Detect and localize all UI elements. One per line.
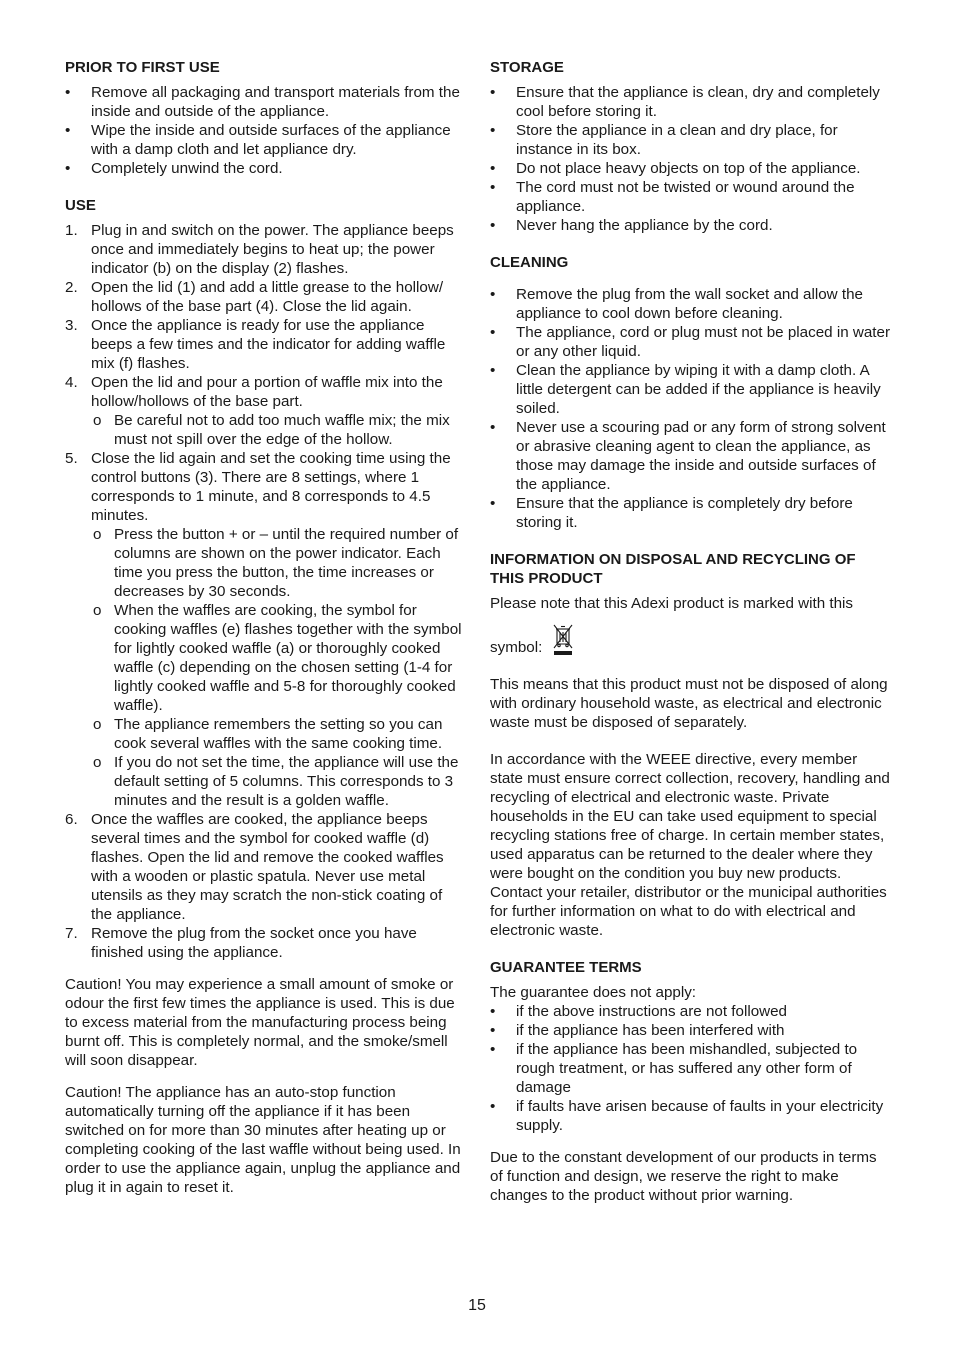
sub-item: o Press the button + or – until the required number of columns are shown on the power indicator. Each time you press the button, the time increases or decreases by 30 seconds. xyxy=(91,525,465,601)
step-number: 2. xyxy=(65,279,78,296)
use-step-6 xyxy=(65,810,465,924)
symbol-label: symbol: xyxy=(490,639,543,656)
sub-item: o If you do not set the time, the appliance will use the default setting of 5 columns. This corresponds to 3 minutes and the result is a golden waffle. xyxy=(91,753,465,810)
list-item: • Never hang the appliance by the cord. xyxy=(490,216,890,235)
storage-list xyxy=(490,83,890,235)
step-text: Remove the plug from the socket once you have finished using the appliance. xyxy=(91,925,417,961)
disposal-symbol-line xyxy=(490,613,890,657)
list-item: • Completely unwind the cord. xyxy=(65,159,465,178)
right-column xyxy=(490,58,890,1205)
use-heading: USE xyxy=(65,197,96,214)
step-text: Open the lid and pour a portion of waffle mix into the hollow/hollows of the base part. xyxy=(91,374,443,410)
use-step-7 xyxy=(65,924,465,962)
cleaning-heading: CLEANING xyxy=(490,254,569,271)
step-number: 5. xyxy=(65,450,78,467)
list-item: • The appliance, cord or plug must not be placed in water or any other liquid. xyxy=(490,323,890,361)
sub-list xyxy=(91,411,465,449)
list-item: • The cord must not be twisted or wound around the appliance. xyxy=(490,178,890,216)
caution-smoke-paragraph: Caution! You may experience a small amount of smoke or odour the first few times the appliance is used. This is due to excess material from the manufacturing process being burnt off. This is completely normal, and the smoke/smell will soon disappear. xyxy=(65,976,455,1069)
list-item: • Ensure that the appliance is completely dry before storing it. xyxy=(490,494,890,532)
storage-heading: STORAGE xyxy=(490,59,564,76)
guarantee-intro: The guarantee does not apply: xyxy=(490,984,697,1001)
step-number: 6. xyxy=(65,811,78,828)
list-item: • Ensure that the appliance is clean, dry and completely cool before storing it. xyxy=(490,83,890,121)
step-text: Plug in and switch on the power. The appliance beeps once and immediately begins to heat up; the power indicator (b) on the display (2) flashes. xyxy=(91,222,454,277)
list-item: • if the appliance has been interfered with xyxy=(490,1021,890,1040)
use-step-1 xyxy=(65,221,465,278)
guarantee-list xyxy=(490,1002,890,1135)
list-item: • Store the appliance in a clean and dry place, for instance in its box. xyxy=(490,121,890,159)
closing-paragraph: Due to the constant development of our products in terms of function and design, we reserve the right to make changes to the product without prior warning. xyxy=(490,1149,877,1204)
step-text: Once the waffles are cooked, the appliance beeps several times and the symbol for cooked waffle (d) flashes. Open the lid and remove the cooked waffles with a wooden or plastic spatula. Never use metal utensils as they may scratch the non-stick coating of the appliance. xyxy=(91,811,444,923)
disposal-paragraph-2: In accordance with the WEEE directive, every member state must ensure correct collection, recovery, handling and recycling of electrical and electronic waste. Private households in the EU can take used equipment to special recycling stations free of charge. In certain member states, used apparatus can be returned to the dealer where they were bought on the condition you buy new products. Contact your retailer, distributor or the municipal authorities for further information on what to do with electrical and electronic waste. xyxy=(490,751,890,939)
step-number: 3. xyxy=(65,317,78,334)
disposal-intro: Please note that this Adexi product is marked with this xyxy=(490,595,854,612)
step-text: Once the appliance is ready for use the appliance beeps a few times and the indicator for adding waffle mix (f) flashes. xyxy=(91,317,446,372)
use-step-2 xyxy=(65,278,465,316)
disposal-paragraph-1: This means that this product must not be disposed of along with ordinary household waste, as electrical and electronic waste must be disposed of separately. xyxy=(490,676,888,731)
sub-list xyxy=(91,525,465,810)
prior-to-first-use-heading: PRIOR TO FIRST USE xyxy=(65,59,220,76)
list-item: • Remove the plug from the wall socket and allow the appliance to cool down before cleaning. xyxy=(490,285,890,323)
sub-item: o When the waffles are cooking, the symbol for cooking waffles (e) flashes together with the symbol for lightly cooked waffle (a) or thoroughly cooked waffle (c) depending on the chosen setting (1-4 for lightly cooked waffle and 5-8 for thoroughly cooked waffle). xyxy=(91,601,465,715)
disposal-heading: INFORMATION ON DISPOSAL AND RECYCLING OF THIS PRODUCT xyxy=(490,551,856,587)
guarantee-heading: GUARANTEE TERMS xyxy=(490,959,642,976)
step-number: 1. xyxy=(65,222,78,239)
step-text: Open the lid (1) and add a little grease to the hollow/ hollows of the base part (4). Close the lid again. xyxy=(91,279,444,315)
left-column xyxy=(65,58,465,1197)
list-item: • if faults have arisen because of faults in your electricity supply. xyxy=(490,1097,890,1135)
use-step-5 xyxy=(65,449,465,810)
sub-item: o Be careful not to add too much waffle mix; the mix must not spill over the edge of the hollow. xyxy=(91,411,465,449)
use-step-3 xyxy=(65,316,465,373)
list-item: • Remove all packaging and transport materials from the inside and outside of the appliance. xyxy=(65,83,465,121)
sub-item: o The appliance remembers the setting so you can cook several waffles with the same cooking time. xyxy=(91,715,465,753)
prior-to-first-use-list xyxy=(65,83,465,178)
cleaning-list xyxy=(490,285,890,532)
page-number: 15 xyxy=(468,1297,486,1314)
crossed-out-wheelie-bin-icon xyxy=(551,623,575,657)
list-item: • Wipe the inside and outside surfaces of the appliance with a damp cloth and let appliance dry. xyxy=(65,121,465,159)
list-item: • if the appliance has been mishandled, subjected to rough treatment, or has suffered any other form of damage xyxy=(490,1040,890,1097)
list-item: • if the above instructions are not followed xyxy=(490,1002,890,1021)
step-number: 7. xyxy=(65,925,78,942)
step-number: 4. xyxy=(65,374,78,391)
use-step-4 xyxy=(65,373,465,449)
list-item: • Clean the appliance by wiping it with a damp cloth. A little detergent can be added if the appliance is heavily soiled. xyxy=(490,361,890,418)
step-text: Close the lid again and set the cooking time using the control buttons (3). There are 8 settings, where 1 corresponds to 1 minute, and 8 corresponds to 4.5 minutes. xyxy=(91,450,451,524)
use-steps-list xyxy=(65,221,465,962)
list-item: • Do not place heavy objects on top of the appliance. xyxy=(490,159,890,178)
caution-auto-stop-paragraph: Caution! The appliance has an auto-stop function automatically turning off the appliance if it has been switched on for more than 30 minutes after heating up or completing cooking of the last waffle without being used. In order to use the appliance again, unplug the appliance and plug it in again to reset it. xyxy=(65,1084,461,1196)
list-item: • Never use a scouring pad or any form of strong solvent or abrasive cleaning agent to clean the appliance, as those may damage the inside and outside surfaces of the appliance. xyxy=(490,418,890,494)
